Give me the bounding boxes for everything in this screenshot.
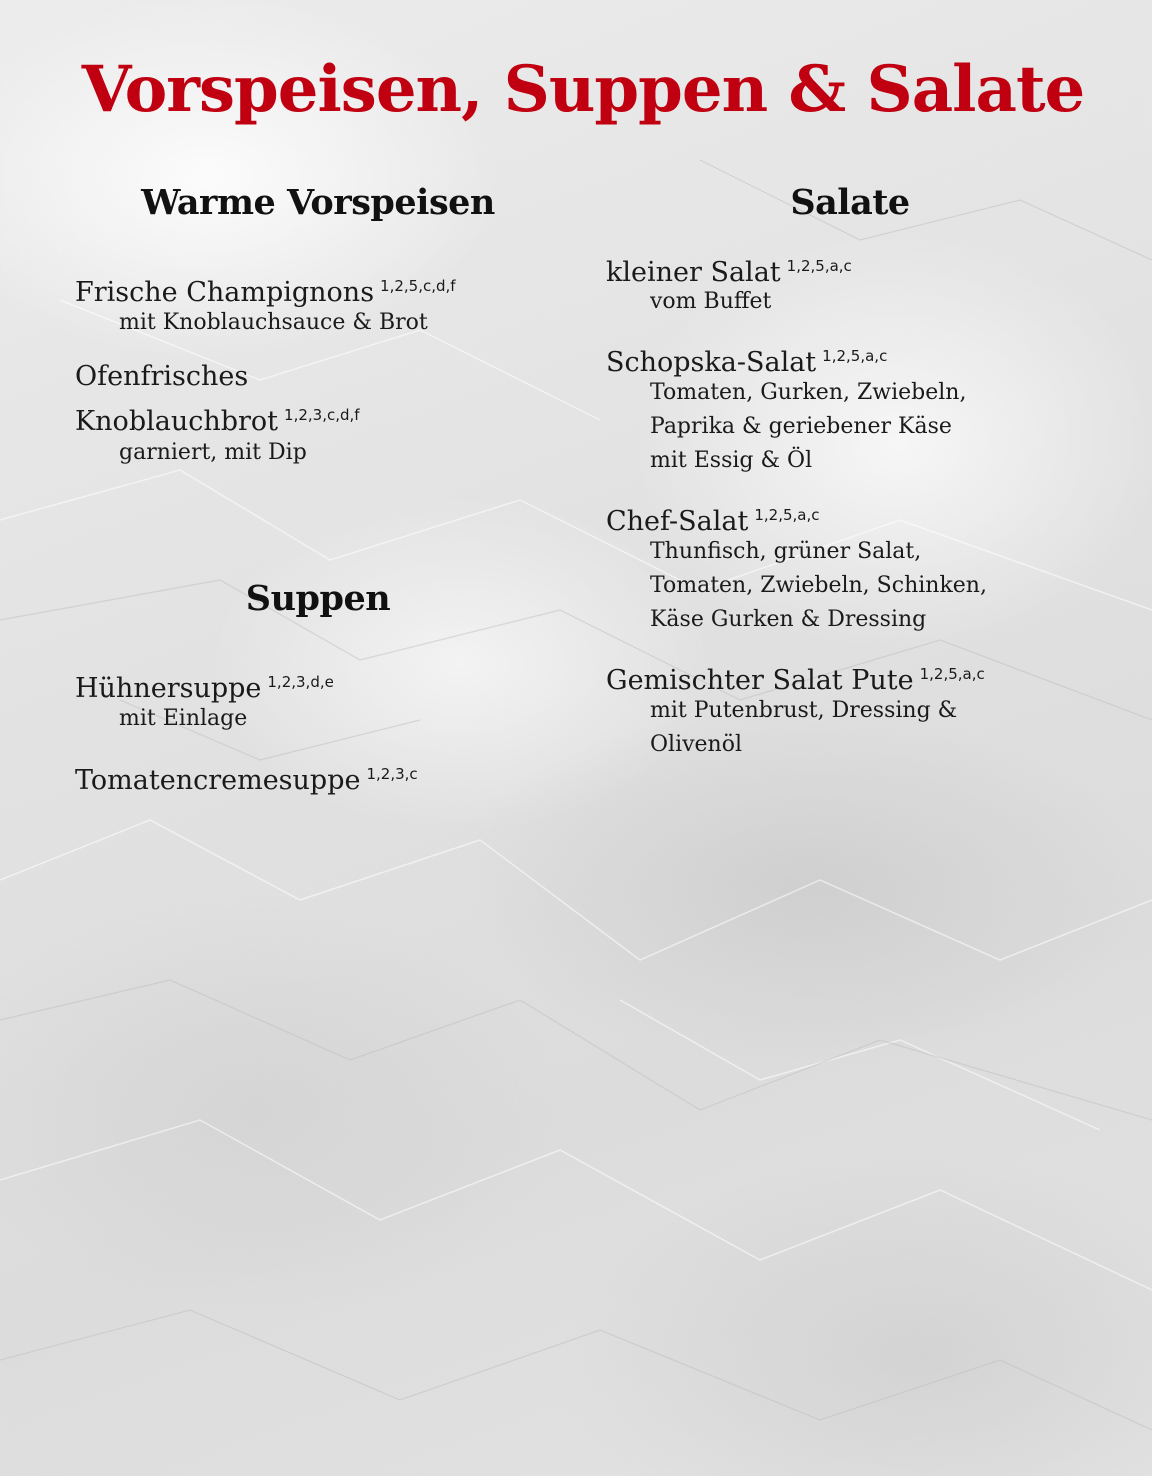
allergen-codes: 1,2,5,c,d,f	[380, 277, 456, 295]
item-name: Ofenfrisches Knoblauchbrot	[75, 361, 279, 437]
item-name: Gemischter Salat Pute	[606, 665, 914, 696]
section-heading-warme-vorspeisen: Warme Vorspeisen	[141, 182, 495, 223]
item-description: garniert, mit Dip	[119, 440, 307, 465]
section-heading-suppen: Suppen	[245, 578, 391, 619]
menu-item-tomatencremesuppe	[75, 755, 418, 800]
allergen-codes: 1,2,5,a,c	[786, 257, 852, 275]
item-name: kleiner Salat	[606, 257, 781, 288]
item-description-line: Tomaten, Zwiebeln, Schinken,	[650, 573, 987, 598]
page-title: Vorspeisen, Suppen & Salate	[81, 52, 1085, 127]
item-description-line: mit Putenbrust, Dressing &	[650, 698, 958, 723]
item-name: Schopska-Salat	[606, 347, 817, 378]
item-name: Hühnersuppe	[75, 673, 262, 704]
allergen-codes: 1,2,3,c,d,f	[284, 406, 360, 424]
item-description-line: Olivenöl	[650, 732, 743, 757]
item-description: vom Buffet	[650, 289, 772, 314]
item-description-line: Käse Gurken & Dressing	[650, 607, 927, 632]
item-description-line: Paprika & geriebener Käse	[650, 414, 952, 439]
allergen-codes: 1,2,5,a,c	[822, 347, 888, 365]
item-description: mit Knoblauchsauce & Brot	[119, 310, 428, 335]
item-description: mit Einlage	[119, 706, 248, 731]
item-description-line: Tomaten, Gurken, Zwiebeln,	[650, 380, 967, 405]
section-heading-salate: Salate	[790, 182, 910, 223]
allergen-codes: 1,2,5,a,c	[919, 665, 985, 683]
allergen-codes: 1,2,3,d,e	[267, 673, 334, 691]
item-description-line: mit Essig & Öl	[650, 448, 813, 473]
allergen-codes: 1,2,5,a,c	[754, 506, 820, 524]
allergen-codes: 1,2,3,c	[366, 765, 418, 783]
item-name: Chef-Salat	[606, 506, 749, 537]
item-name: Frische Champignons	[75, 277, 375, 308]
item-name: Tomatencremesuppe	[75, 765, 361, 796]
item-description-line: Thunfisch, grüner Salat,	[650, 539, 922, 564]
menu-item-ofenfrisches-knoblauchbrot	[75, 358, 375, 441]
